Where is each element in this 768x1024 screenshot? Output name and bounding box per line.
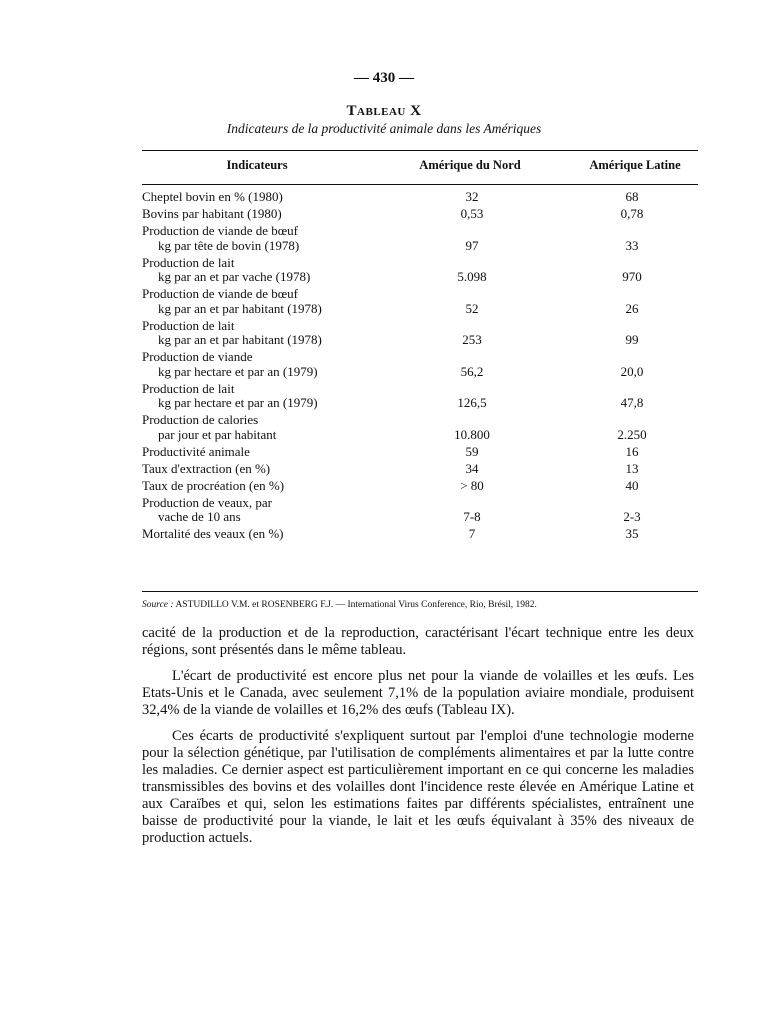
- table-row: [142, 350, 698, 379]
- value-amerique-latine: 13: [625, 460, 639, 476]
- value-amerique-du-nord: 52: [465, 300, 479, 316]
- row-label: Cheptel bovin en % (1980): [142, 189, 283, 204]
- table-row: [142, 527, 698, 542]
- row-label: Production de lait: [142, 380, 235, 396]
- value-amerique-du-nord: 253: [462, 332, 482, 347]
- table-row: [142, 319, 698, 348]
- value-amerique-latine: 0,78: [620, 206, 644, 221]
- table-row: [142, 207, 698, 222]
- table-row: [142, 479, 698, 494]
- value-amerique-latine: 26: [625, 300, 639, 316]
- paragraph: L'écart de productivité est encore plus net pour la viande de volailles et les œufs. Les Etats-Unis et le Canada, avec seulement 7,1% de la population aviaire mondiale, produisent 32,4% de la viande de volailles et 16,2% des œufs (Tableau IX).: [142, 668, 694, 718]
- column-header-amerique-latine: Amérique Latine: [589, 158, 681, 172]
- row-label: Production de viande de bœuf: [142, 286, 298, 301]
- value-amerique-du-nord: 59: [465, 443, 479, 459]
- table-header-rule: [142, 184, 698, 185]
- value-amerique-du-nord: 34: [465, 460, 479, 476]
- row-label: Productivité animale: [142, 443, 250, 459]
- table-body: [142, 190, 698, 544]
- row-sublabel: par jour et par habitant: [158, 426, 277, 442]
- row-sublabel: kg par tête de bovin (1978): [158, 237, 300, 253]
- table-row: [142, 287, 698, 316]
- value-amerique-du-nord: 32: [465, 189, 479, 204]
- value-amerique-latine: 68: [625, 189, 639, 204]
- row-sublabel: kg par hectare et par an (1979): [158, 395, 318, 410]
- value-amerique-latine: 33: [625, 237, 639, 253]
- row-label: Bovins par habitant (1980): [142, 206, 282, 221]
- table-title: Tableau X: [346, 103, 422, 119]
- value-amerique-latine: 970: [622, 269, 642, 284]
- value-amerique-du-nord: 97: [465, 237, 479, 253]
- table-row: [142, 256, 698, 285]
- value-amerique-du-nord: 5.098: [457, 269, 487, 284]
- value-amerique-latine: 40: [625, 477, 639, 493]
- row-label: Mortalité des veaux (en %): [142, 526, 284, 541]
- page-number: — 430 —: [354, 70, 414, 86]
- value-amerique-latine: 2.250: [617, 426, 647, 442]
- value-amerique-du-nord: 0,53: [460, 206, 484, 221]
- value-amerique-du-nord: 126,5: [457, 395, 487, 410]
- row-label: Production de lait: [142, 254, 235, 270]
- row-label: Production de viande de bœuf: [142, 223, 298, 238]
- row-label: Production de calories: [142, 412, 259, 427]
- table-row: [142, 224, 698, 253]
- table-source: [142, 600, 702, 610]
- row-sublabel: kg par an et par habitant (1978): [158, 300, 322, 316]
- value-amerique-du-nord: 7-8: [463, 509, 481, 524]
- table-row: [142, 382, 698, 411]
- table-bottom-rule: [142, 591, 698, 592]
- source-label: Source :: [142, 600, 174, 610]
- row-label: Taux d'extraction (en %): [142, 460, 271, 476]
- row-label: Production de lait: [142, 317, 235, 333]
- table-row: [142, 496, 698, 525]
- row-sublabel: vache de 10 ans: [158, 509, 241, 524]
- row-label: Taux de procréation (en %): [142, 477, 285, 493]
- value-amerique-latine: 35: [625, 526, 639, 541]
- value-amerique-latine: 16: [625, 443, 639, 459]
- column-header-amerique-du-nord: Amérique du Nord: [419, 158, 521, 172]
- table-subtitle: Indicateurs de la productivité animale dans les Amériques: [226, 121, 542, 136]
- paragraph: cacité de la production et de la reproduction, caractérisant l'écart technique entre les deux régions, sont présentés dans le même tableau.: [142, 625, 694, 658]
- table-row: [142, 413, 698, 442]
- value-amerique-latine: 20,0: [620, 363, 644, 379]
- row-sublabel: kg par an et par vache (1978): [158, 269, 311, 284]
- value-amerique-du-nord: 10.800: [454, 426, 490, 442]
- row-label: Production de veaux, par: [142, 494, 272, 510]
- value-amerique-latine: 47,8: [620, 395, 644, 410]
- table-row: [142, 190, 698, 205]
- table-row: [142, 462, 698, 477]
- value-amerique-du-nord: 56,2: [460, 363, 484, 379]
- table-top-rule: [142, 150, 698, 151]
- row-label: Production de viande: [142, 349, 253, 364]
- value-amerique-latine: 2-3: [623, 509, 641, 524]
- column-header-indicateurs: Indicateurs: [226, 158, 288, 172]
- paragraph: Ces écarts de productivité s'expliquent surtout par l'emploi d'une technologie moderne pour la sélection génétique, par l'utilisation de compléments alimentaires et par la lutte contre les maladies. Ce dernier aspect est particulièrement important en ce qui concerne les maladies transmissibles des bovins et des volailles dont l'incidence reste élevée en Amérique Latine et aux Caraïbes et qui, selon les estimations faites par différents spécialistes, entraînent une baisse de productivité pour la viande, le lait et les œufs équivalant à 35% des niveaux de production actuels.: [142, 728, 694, 846]
- value-amerique-du-nord: > 80: [460, 477, 484, 493]
- source-text: ASTUDILLO V.M. et ROSENBERG F.J. — International Virus Conference, Rio, Brésil, 1982.: [175, 600, 537, 610]
- body-text: [142, 625, 694, 856]
- row-sublabel: kg par an et par habitant (1978): [158, 332, 322, 347]
- row-sublabel: kg par hectare et par an (1979): [158, 363, 318, 379]
- value-amerique-latine: 99: [625, 332, 639, 347]
- value-amerique-du-nord: 7: [468, 526, 476, 541]
- table-row: [142, 445, 698, 460]
